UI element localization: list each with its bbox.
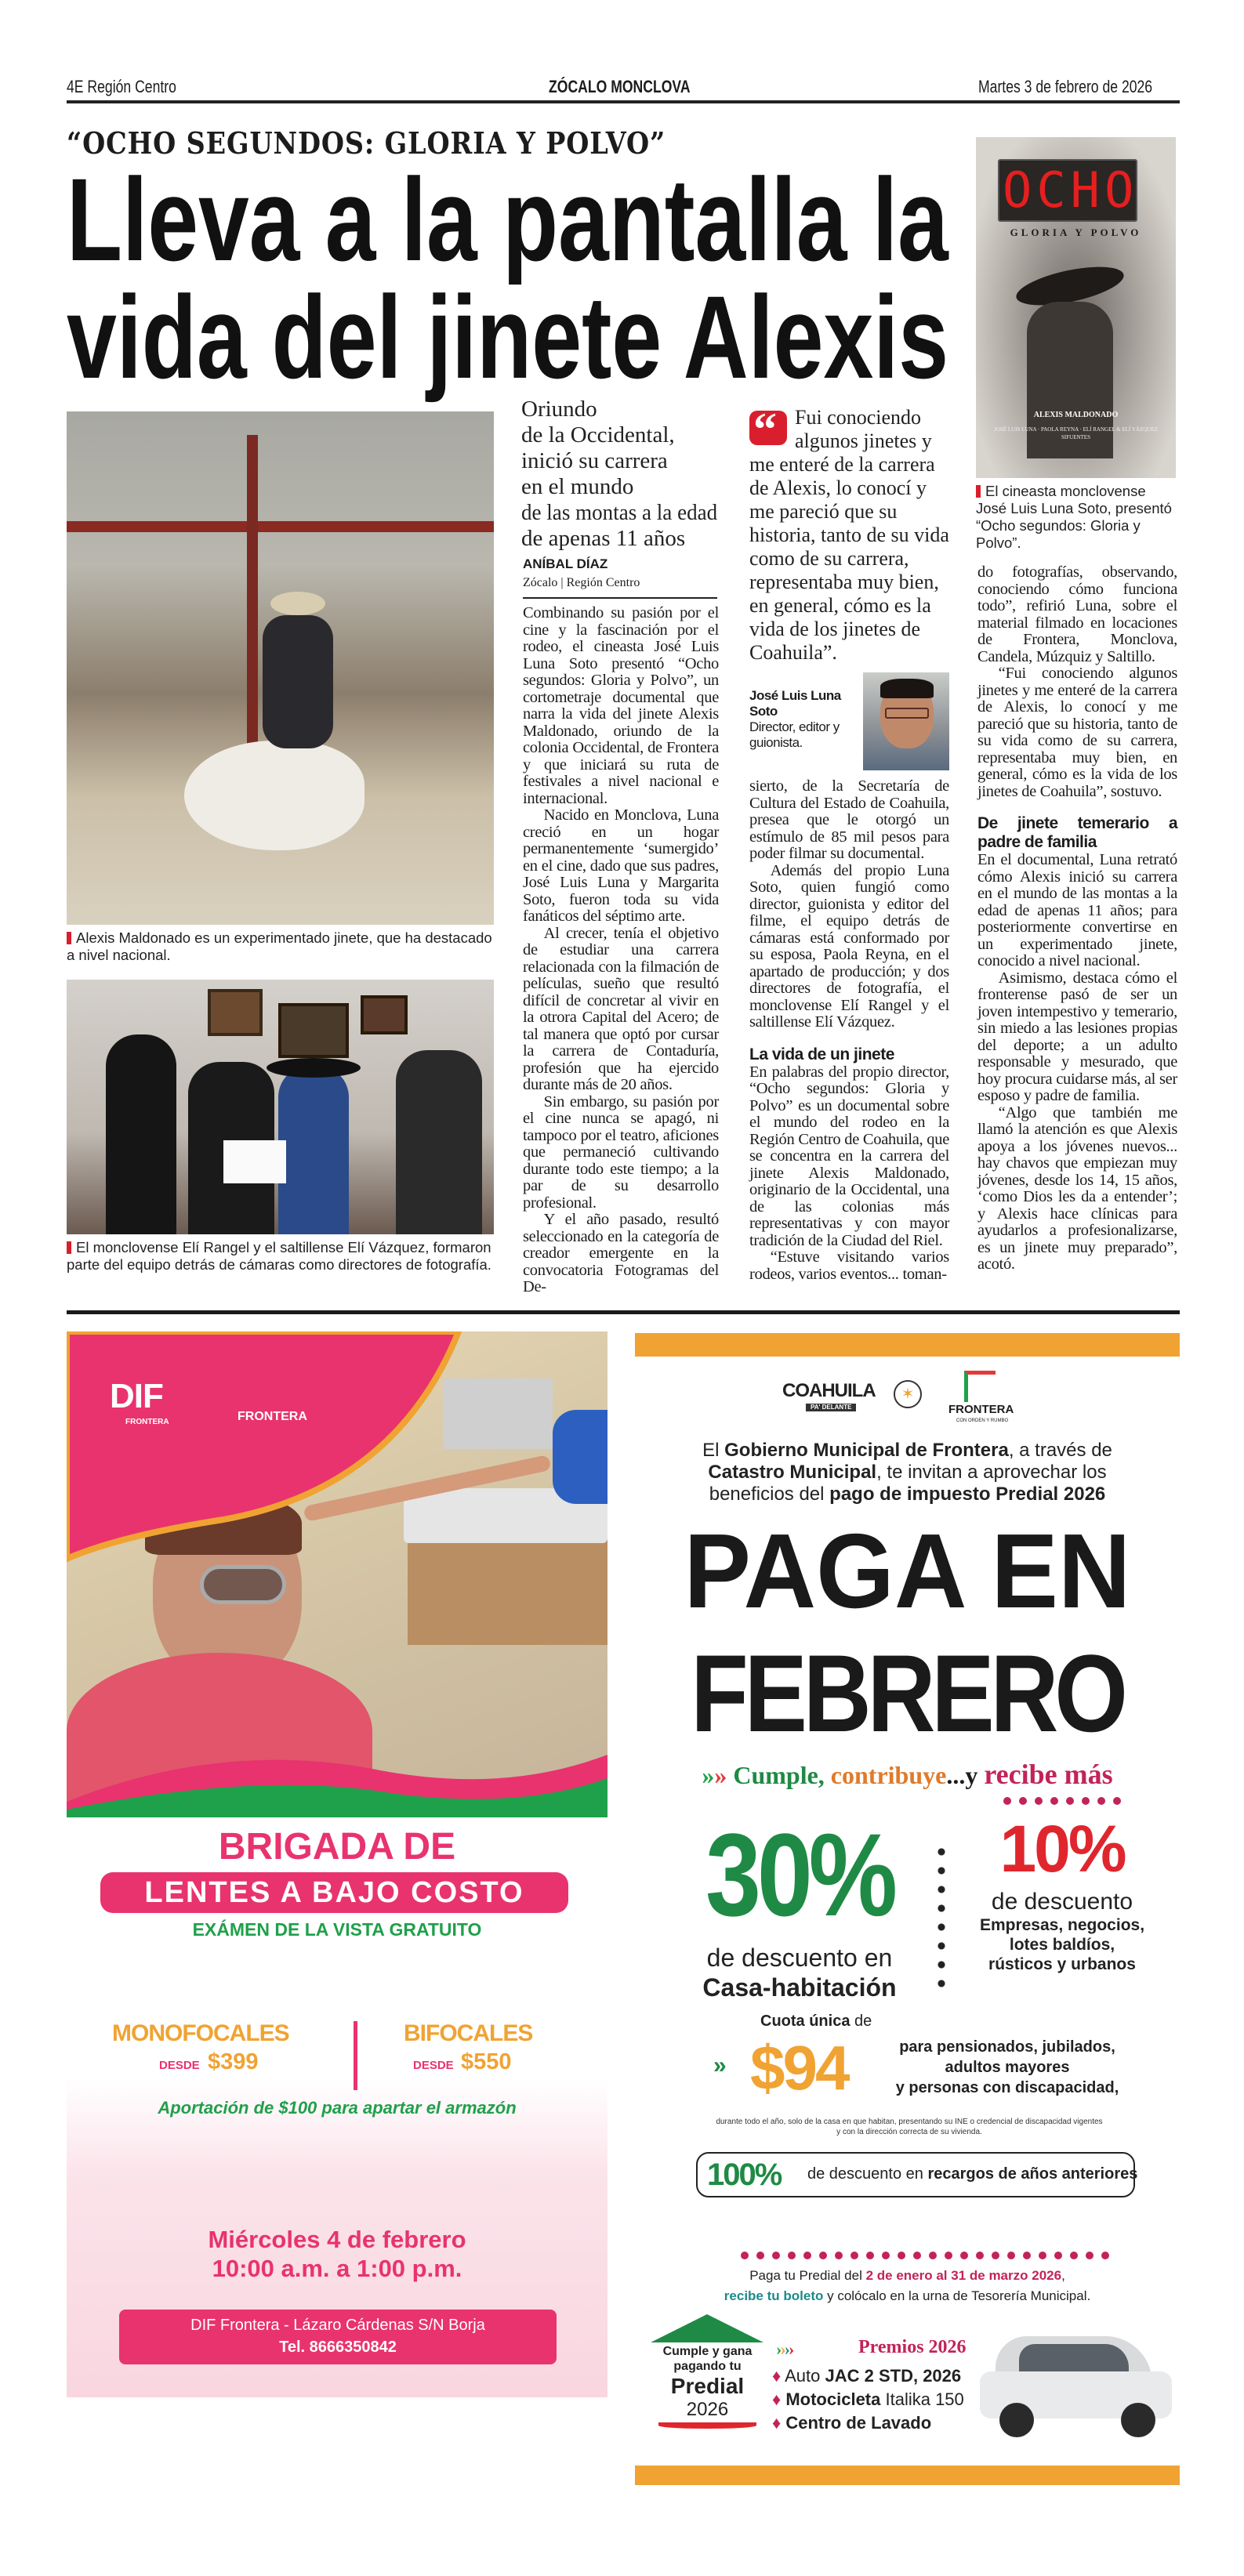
prizes-list <box>772 2364 964 2435</box>
frontera-f-icon <box>964 1371 996 1402</box>
bottom-orange-bar <box>635 2465 1180 2485</box>
subhead-jinete-temerario: De jinete temerario a padre de familia <box>977 814 1177 851</box>
poster-subtitle: GLORIA Y POLVO <box>1010 226 1142 238</box>
byline-author: ANÍBAL DÍAZ <box>523 556 608 571</box>
poster-caption: El cineasta monclovense José Luis Luna Soto, presentó “Ocho segundos: Gloria y Polvo”. <box>976 483 1172 551</box>
price-divider <box>354 2021 357 2090</box>
ads-divider <box>67 1310 1180 1314</box>
article-column-1: Combinando su pasión por el cine y la fascinación por el rodeo, el cineasta José Luis Luna Soto presentó “Ocho segundos: Gloria y Polvo”, un cortometraje documental que narra la vida del jinete Alexis Maldonado, oriundo de la colonia Occidental, de Frontera y que iniciará su ruta de festivales a nivel nacional e internacional. Nacido en Monclova, Luna creció en un hogar permanentemente ‘sumergido’ en el cine, dado que sus padres, José Luis Luna y Margarita Soto, fueron toda su vida fanáticos del séptimo arte. Al crecer, tenía el objetivo de estudiar una carrera relacionada con la filmación de películas, sueño que resultó difícil de concretar al vivir en la otrora Capital del Acero; de tal manera que optó por cursar la carrera de Contaduría, profesión que ha ejercido durante más de 20 años. Sin embargo, su pasión por el cine nunca se apagó, ni tampoco por el teatro, aficiones que permaneció cultivando durante todo este tiempo; a la par de su desarrollo profesional. Y el año pasado, resultó seleccionado en la categoría de creador emergente en la convocatoria Fotogramas del De- <box>523 604 719 1295</box>
exam-label: EXÁMEN DE LA VISTA GRATUITO <box>192 1919 482 1940</box>
mono-desde: DESDE <box>159 2059 200 2072</box>
pct-10: 10% <box>999 1812 1125 1886</box>
coahuila-logo-sub: PA' DELANTE <box>806 1404 856 1411</box>
predial-intro: El Gobierno Municipal de Frontera, a través de Catastro Municipal, te invitan a aprovechar los beneficios del pago de impuesto Predial 2026 <box>702 1440 1112 1505</box>
predial-ad <box>635 1333 1180 2485</box>
quote-mark-icon: “ <box>749 411 787 445</box>
pull-quote: “ Fui conociendo algunos jinetes y me enteré de la carrera de Alexis, lo conocí y me pareció que su historia, tanto de su vida como de su carrera, representaba muy bien, en general, cómo es la vida de los jinetes de Coahuila”. <box>749 406 949 664</box>
quote-attribution-row <box>749 672 949 770</box>
dif-logo-sub: FRONTERA <box>125 1418 169 1426</box>
chevron-icon: » <box>713 2052 727 2078</box>
event-date-time: Miércoles 4 de febrero 10:00 a.m. a 1:00 p.m. <box>208 2226 466 2282</box>
bifo-price: $550 <box>461 2049 512 2074</box>
pct-30: 30% <box>705 1809 894 1940</box>
dotted-separator <box>937 1842 946 1991</box>
slogan: »» Cumple, contribuye...y recibe más <box>702 1759 1113 1790</box>
bifocales-label: BIFOCALES <box>404 2020 533 2046</box>
cuota-label: Cuota única de <box>760 2013 872 2030</box>
febrero: FEBRERO <box>691 1632 1124 1755</box>
article-column-3: do fotografías, observando, conociendo cómo funciona todo”, refirió Luna, sobre el material filmado en locaciones de Frontera, Monclova, Candela, Múzquiz y Saltillo. “Fui conociendo algunos jinetes y me enteré de la carrera de Alexis, lo conocí y me pareció que su historia, tanto de su vida como de su carrera, representaba muy bien, en general, cómo es la vida de los jinetes de Coahuila”, sostuvo. De jinete temerario a padre de familia En el documental, Luna retrató cómo Alexis inició su carrera en el mundo de las montas a la edad de apenas 11 años; para posteriormente convertirse en un experimentado jinete, conocido a nivel nacional. Asimismo, destaca cómo el fronterense pasó de ser un joven intempestivo y temerario, sin miedo a las lesiones propias del deporte; a un adulto responsable y mesurado, que hoy procura cuidarse más, al ser esposo y padre de familia. “Algo que también me llamó la atención es que Alexis apoya a los jóvenes nuevos... hay chavos que empiezan muy jóvenes, desde los 14, 15 años, ‘como Dios les da a entender’; y Alexis hace clínicas para ayudarlos a profesionalizarse, es un jinete muy preparado”, acotó. <box>977 563 1177 1273</box>
byline-outlet: Zócalo | Región Centro <box>523 576 640 589</box>
poster-star: ALEXIS MALDONADO <box>1033 411 1119 419</box>
poster-title: OCHO <box>1003 161 1139 219</box>
bifo-desde: DESDE <box>413 2059 454 2072</box>
dif-ad <box>67 1331 607 2397</box>
prize-item: ♦ Centro de Lavado <box>772 2413 932 2433</box>
coahuila-logo: COAHUILA <box>782 1380 876 1401</box>
prize-item: ♦ Motocicleta Italika 150 <box>772 2389 964 2409</box>
lentes-pill: LENTES A BAJO COSTO <box>100 1872 568 1913</box>
frontera-logo: FRONTERA <box>948 1403 1014 1416</box>
issue-date: Martes 3 de febrero de 2026 <box>978 77 1153 96</box>
dif-logo: DIF <box>110 1377 163 1415</box>
premios-title: Premios 2026 <box>858 2337 967 2357</box>
frontera-logo: FRONTERA <box>238 1410 307 1423</box>
cuota-desc: para pensionados, jubilados, adultos mayores y personas con discapacidad, <box>895 2038 1119 2096</box>
byline-rule <box>523 597 717 599</box>
film-crew-photo <box>67 980 494 1234</box>
header-rule <box>67 100 1180 103</box>
prize-item: ♦ Auto JAC 2 STD, 2026 <box>772 2366 962 2386</box>
section-label: 4E Región Centro <box>67 77 176 96</box>
photo1-caption: Alexis Maldonado es un experimentado jinete, que ha destacado a nivel nacional. <box>67 929 492 963</box>
top-orange-bar <box>635 1333 1180 1357</box>
frontera-logo-sub: CON ORDEN Y RUMBO <box>956 1418 1009 1423</box>
cuota-fine-print: durante todo el año, solo de la casa en que habitan, presentando su INE o credencial de discapacidad vigentes y con la dirección correcta de su vivienda. <box>716 2118 1103 2136</box>
dot-row-2 <box>737 2252 1113 2260</box>
pay-period: Paga tu Predial del 2 de enero al 31 de marzo 2026, recibe tu boleto y colócalo en la urna de Tesorería Municipal. <box>724 2268 1091 2303</box>
deck: Oriundo de la Occidental, inició su carrera en el mundo de las montas a la edad de apenas 11 años <box>521 397 718 551</box>
movie-poster <box>976 137 1176 478</box>
headline-line-1: Lleva a la pantalla la <box>67 154 948 285</box>
pct-10-desc: de descuento Empresas, negocios, lotes baldíos, rústicos y urbanos <box>979 1889 1145 1973</box>
a-pasos-logo-icon: ✶ <box>894 1380 922 1408</box>
article-column-2: sierto, de la Secretaría de Cultura del Estado de Coahuila, presea que le otorgó un estímulo de 85 mil pesos para poder filmar su documental. Además del propio Luna Soto, quien fungió como director, guionista y editor del filme, el equipo detrás de cámaras está conformado por su esposa, Paola Reyna, en el apartado de producción; y dos directores de fotografía, el monclovense Elí Rangel y el saltillense Elí Vázquez. La vida de un jinete En palabras del propio director, “Ocho segundos: Gloria y Polvo” es un documental sobre el mundo del rodeo en la Región Centro de Coahuila, que se concentra en la carrera del jinete Alexis Maldonado, originario de la Occidental, una de las colonias más representativas y con mayor tradición de la Ciudad del Riel. “Estuve visitando varios rodeos, varios eventos... toman- <box>749 777 949 1283</box>
newspaper-name: ZÓCALO MONCLOVA <box>549 77 691 96</box>
cumple-gana-logo: Cumple y gana pagando tu Predial 2026 <box>651 2314 764 2440</box>
quote-attribution: José Luis Luna Soto Director, editor y guionista. <box>749 688 841 750</box>
article-column-2-wrapper <box>749 406 949 1283</box>
premios-chevrons-icon: ›››› <box>776 2339 793 2359</box>
car-image <box>972 2328 1176 2442</box>
headline-line-2: vida del jinete Alexis <box>67 271 949 403</box>
monofocales-label: MONOFOCALES <box>112 2020 289 2046</box>
mono-price: $399 <box>208 2049 259 2074</box>
deposit-note: Aportación de $100 para apartar el armazón <box>158 2098 517 2118</box>
address-box: DIF Frontera - Lázaro Cárdenas S/N Borja Tel. 8666350842 <box>119 2310 557 2364</box>
pct-30-desc: de descuento en Casa-habitación <box>702 1944 897 2002</box>
brigada-title: BRIGADA DE <box>218 1826 456 1868</box>
kicker: “OCHO SEGUNDOS: GLORIA Y POLVO” <box>67 125 666 161</box>
paga-en: PAGA EN <box>684 1512 1131 1630</box>
dot-row <box>999 1797 1125 1806</box>
rodeo-photo <box>67 411 494 925</box>
poster-credits: JOSÉ LUIS LUNA · PAOLA REYNA · ELÍ RANGEL & ELÍ VÁZQUEZ SIFUENTES <box>994 426 1158 440</box>
recargos-box: 100% de descuento en recargos de años anteriores <box>696 2152 1135 2197</box>
article-column-3-wrapper <box>976 483 1177 1274</box>
cuota-price: $94 <box>750 2033 848 2103</box>
director-portrait <box>863 672 949 770</box>
photo2-caption: El monclovense Elí Rangel y el saltillense Elí Vázquez, formaron parte del equipo detrás de cámaras como directores de fotografía. <box>67 1239 491 1273</box>
subhead-vida-jinete: La vida de un jinete <box>749 1045 894 1063</box>
